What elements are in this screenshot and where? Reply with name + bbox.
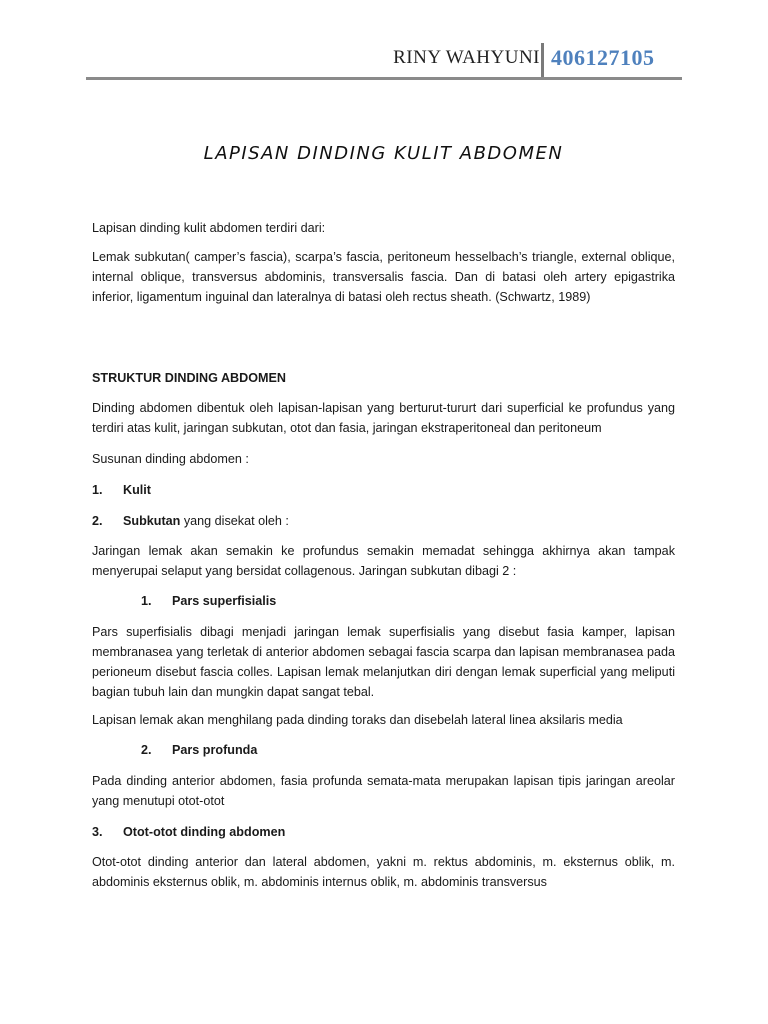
- list-label: Otot-otot dinding abdomen: [123, 825, 286, 839]
- list-number: 2.: [92, 514, 103, 528]
- sublist-item-profunda: [141, 740, 675, 760]
- paragraph-structure: Dinding abdomen dibentuk oleh lapisan-lapisan yang berturut-tururt dari superficial ke profundus yang terdiri atas kulit, jaringan subkutan, otot dan fasia, jaringan ekstraperitoneal dan peritoneum: [92, 401, 675, 435]
- sublist-label: Pars superfisialis: [172, 594, 277, 608]
- list-number: 3.: [92, 825, 103, 839]
- list-label: Kulit: [123, 483, 151, 497]
- paragraph-layers: Lemak subkutan( camper’s fascia), scarpa’s fascia, peritoneum hesselbach’s triangle, external oblique, internal oblique, transversus abdominis, transversalis fascia. Dan di batasi oleh artery epigastrika inferior, ligamentum inguinal dan lateralnya di batasi oleh rectus sheath. (Schwartz, 1989): [92, 250, 675, 304]
- sublist-number: 2.: [141, 743, 152, 757]
- intro-text: Lapisan dinding kulit abdomen terdiri dari:: [92, 221, 326, 235]
- susunan-label: Susunan dinding abdomen :: [92, 452, 249, 466]
- paragraph-otot: Otot-otot dinding anterior dan lateral abdomen, yakni m. rektus abdominis, m. eksternus oblik, m. abdominis eksternus oblik, m. abdominis internus oblik, m. abdominis transversus: [92, 855, 675, 889]
- paragraph-lemak: Lapisan lemak akan menghilang pada dinding toraks dan disebelah lateral linea aksilaris media: [92, 713, 623, 727]
- paragraph-subkutan: Jaringan lemak akan semakin ke profundus semakin memadat sehingga akhirnya akan tampak menyerupai selaput yang bersidat collagenous. Jaringan subkutan dibagi 2 :: [92, 544, 675, 578]
- sublist-label: Pars profunda: [172, 743, 258, 757]
- sublist-number: 1.: [141, 594, 152, 608]
- header-rule: [86, 77, 682, 80]
- list-item-kulit: [92, 480, 675, 500]
- paragraph-profunda: Pada dinding anterior abdomen, fasia profunda semata-mata merupakan lapisan tipis jaringan areolar yang menutupi otot-otot: [92, 774, 675, 808]
- document-title: LAPISAN DINDING KULIT ABDOMEN: [203, 143, 564, 164]
- list-item-otot: [92, 822, 675, 842]
- section-heading: STRUKTUR DINDING ABDOMEN: [92, 371, 287, 385]
- paragraph-superfisialis: Pars superfisialis dibagi menjadi jaringan lemak superfisialis yang disebut fasia kamper, lapisan membranasea yang terletak di anterior abdomen sebagai fascia scarpa dan lapisan membranasea pada perioneum disebut fascia colles. Lapisan lemak melanjutkan diri dengan lemak superficial yang meliputi bagian tubuh lain dan mungkin dapat sangat tebal.: [92, 625, 675, 699]
- student-id: 406127105: [551, 45, 655, 70]
- list-label: Subkutan: [123, 514, 181, 528]
- sublist-item-superfisialis: [141, 591, 675, 611]
- list-suffix: yang disekat oleh :: [180, 514, 289, 528]
- header-separator: [541, 43, 544, 78]
- list-item-subkutan: [92, 511, 675, 531]
- author-name: RINY WAHYUNI: [393, 47, 540, 68]
- list-number: 1.: [92, 483, 103, 497]
- page-header: [0, 0, 768, 80]
